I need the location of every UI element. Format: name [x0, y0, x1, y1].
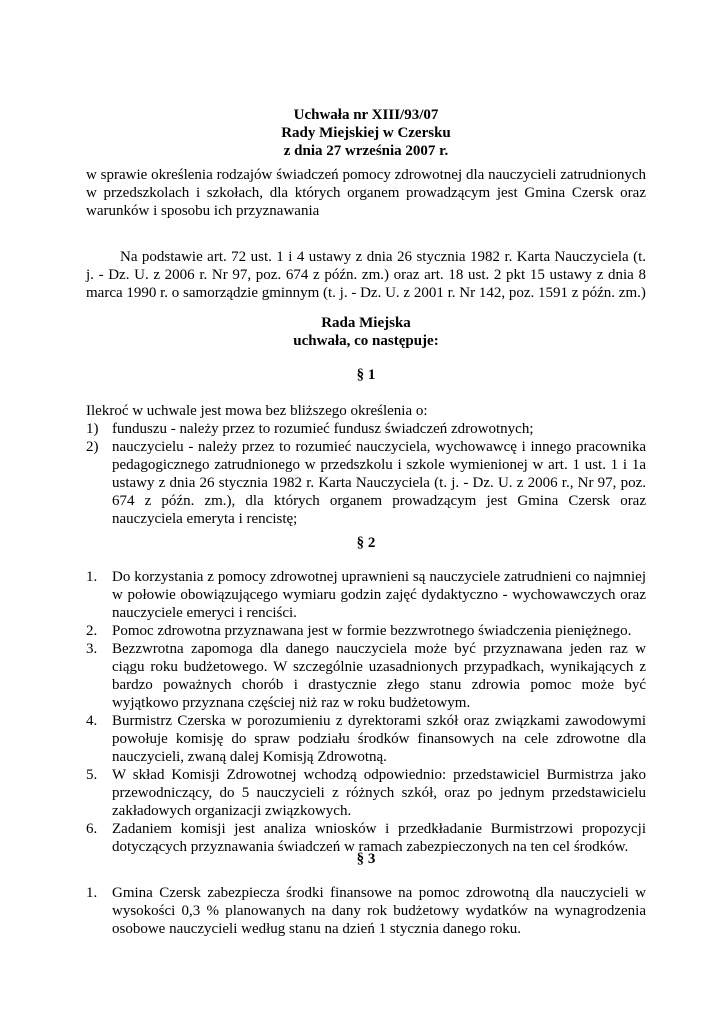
list-item-text: Gmina Czersk zabezpiecza środki finansowe na pomoc zdrowotną dla nauczycieli w wysokości 0,3 % planowanych na dany rok budżetowy wydatków na wynagrodzenia osobowe nauczycieli według stanu na dzień 1 stycznia danego roku. [112, 885, 646, 937]
resolution-date: z dnia 27 września 2007 r. [283, 143, 449, 159]
list-item-text: nauczycielu - należy przez to rozumieć nauczyciela, wychowawcę i innego pracownika pedagogicznego zatrudnionego w przedszkolu i szkole wymienionej w art. 1 ust. 1 i 1a ustawy z dnia 26 stycznia 1982 r. Karta Nauczyciela (t. j. - Dz. U. z 2006 r., Nr 97, poz. 674 z późn. zm.), dla których organem prowadzącym jest Gmina Czersk oraz nauczyciela emeryta i rencistę; [112, 439, 646, 527]
section-2-list [86, 568, 646, 856]
resolution-subject: w sprawie określenia rodzajów świadczeń pomocy zdrowotnej dla nauczycieli zatrudnionych w przedszkolach i szkołach, dla których organem prowadzącym jest Gmina Czersk oraz warunków i sposobu ich przyznawania [86, 167, 646, 219]
list-item-number: 5. [86, 767, 98, 783]
list-item [86, 622, 646, 640]
list-item-number: 2. [86, 623, 98, 639]
list-item-text: W skład Komisji Zdrowotnej wchodzą odpowiednio: przedstawiciel Burmistrza jako przewodniczący, do 5 nauczycieli z różnych szkół, oraz po jednym przedstawicielu zakładowych organizacji związkowych. [112, 767, 646, 819]
section-2-title: § 2 [356, 535, 376, 551]
council-decision-heading [86, 314, 646, 350]
list-item [86, 640, 646, 712]
council-name: Rady Miejskiej w Czersku [281, 125, 451, 141]
list-item-text: Bezzwrotna zapomoga dla danego nauczyciela może być przyznawana jeden raz w ciągu roku budżetowego. W szczególnie uzasadnionych przypadkach, wynikających z bardzo poważnych chorób i drastycznie złego stanu zdrowia pomoc może być wyjątkowo przyznana częściej niż raz w roku budżetowym. [112, 641, 646, 711]
list-item [86, 712, 646, 766]
list-item-number: 1) [86, 421, 99, 437]
list-item-text: Burmistrz Czerska w porozumieniu z dyrektorami szkół oraz związkami zawodowymi powołuje komisję do spraw podziału środków finansowych na cele zdrowotne dla nauczycieli, zwaną dalej Komisją Zdrowotną. [112, 713, 646, 765]
section-3-title: § 3 [356, 851, 376, 867]
legal-basis-preamble: Na podstawie art. 72 ust. 1 i 4 ustawy z dnia 26 stycznia 1982 r. Karta Nauczyciela (t. j. - Dz. U. z 2006 r. Nr 97, poz. 674 z późn. zm.) oraz art. 18 ust. 2 pkt 15 ustawy z dnia 8 marca 1990 r. o samorządzie gminnym (t. j. - Dz. U. z 2001 r. Nr 142, poz. 1591 z późn. zm.) [86, 249, 646, 301]
resolution-number: Uchwała nr XIII/93/07 [293, 107, 439, 123]
section-3-list [86, 884, 646, 938]
section-1-body [86, 402, 646, 528]
section-1-title: § 1 [356, 367, 376, 383]
list-item [86, 884, 646, 938]
list-item-number: 1. [86, 569, 98, 585]
council-heading-line2: uchwała, co następuje: [293, 333, 439, 349]
section-3-body [86, 884, 646, 938]
list-item-text: Do korzystania z pomocy zdrowotnej uprawnieni są nauczyciele zatrudnieni co najmniej w połowie obowiązującego wymiaru godzin zajęć dydaktyczno - wychowawczych oraz nauczyciele emeryci i renciści. [112, 569, 646, 621]
list-item-text: funduszu - należy przez to rozumieć fundusz świadczeń zdrowotnych; [112, 421, 534, 437]
list-item [86, 766, 646, 820]
section-1-list [86, 420, 646, 528]
list-item-number: 6. [86, 821, 98, 837]
list-item-number: 4. [86, 713, 98, 729]
list-item-number: 1. [86, 885, 98, 901]
section-1-intro: Ilekroć w uchwale jest mowa bez bliższego określenia o: [86, 403, 428, 419]
list-item-number: 2) [86, 439, 99, 455]
list-item [86, 438, 646, 528]
council-heading-line1: Rada Miejska [321, 315, 411, 331]
resolution-header [86, 106, 646, 160]
list-item-number: 3. [86, 641, 98, 657]
section-2-body [86, 568, 646, 856]
list-item [86, 420, 646, 438]
list-item-text: Zadaniem komisji jest analiza wniosków i przedkładanie Burmistrzowi propozycji dotyczących przyznawania świadczeń w ramach zabezpieczonych na ten cel środków. [112, 821, 646, 855]
list-item [86, 568, 646, 622]
list-item-text: Pomoc zdrowotna przyznawana jest w formie bezzwrotnego świadczenia pieniężnego. [112, 623, 632, 639]
